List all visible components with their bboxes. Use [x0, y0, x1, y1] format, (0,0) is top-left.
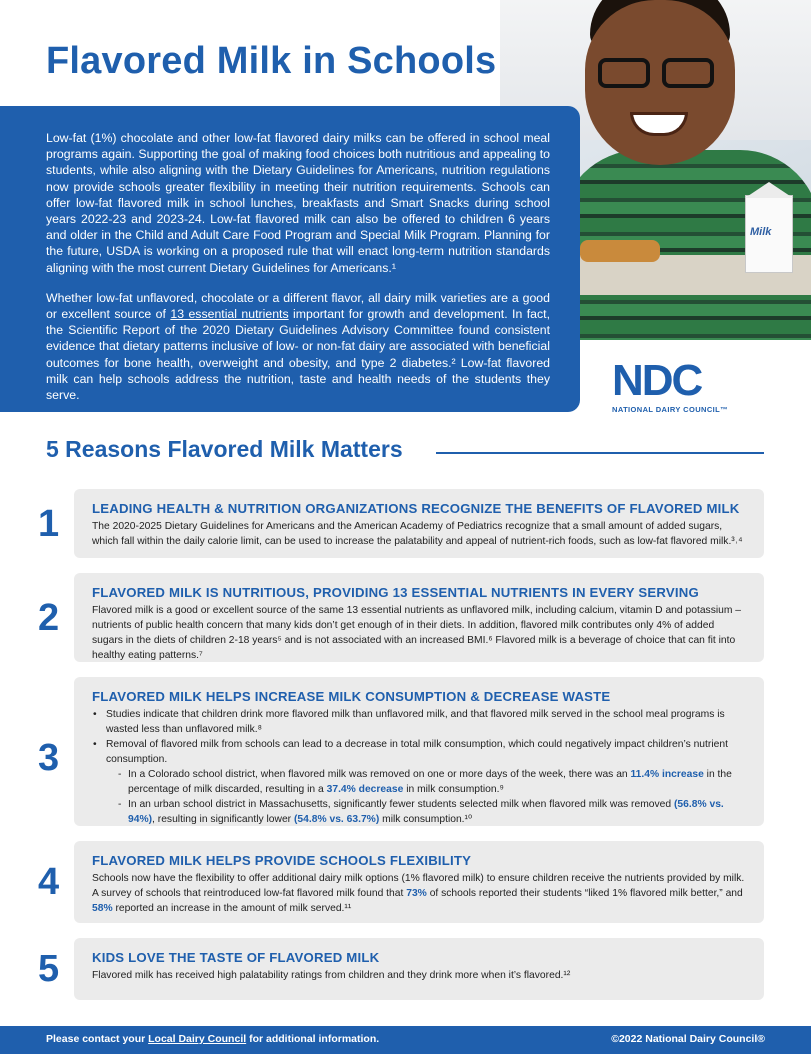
stat-highlight: 58% [92, 903, 113, 914]
reason-card-4 [38, 841, 764, 923]
reason-body: Flavored milk is a good or excellent source of the same 13 essential nutrients as unflavored milk, including calcium, vitamin D and potassium – nutrients of public health concern that many kids don’t get enough of in their diets. In addition, flavored milk contributes only 4% of added sugars in the diets of children 2-18 years⁵ and is not associated with an increased BMI.⁶ Flavored milk is a beverage of choice that can fit into healthy eating patterns.⁷ [92, 605, 742, 661]
footer-bar [0, 1026, 811, 1054]
reason-number: 3 [38, 737, 60, 779]
stat-highlight: (54.8% vs. 63.7%) [293, 814, 380, 825]
reason-body: Schools now have the flexibility to offer additional dairy milk options (1% flavored milk) to ensure children receive the nutrients provided by milk. A survey of schools that reintroduced low-fat flavored milk found that 73% of schools reported their students “liked 1% flavored milk better,” and 58% reported an increase in the amount of milk served.¹¹ [92, 873, 745, 914]
reason-heading: LEADING HEALTH & NUTRITION ORGANIZATIONS RECOGNIZE THE BENEFITS OF FLAVORED MILK [92, 501, 740, 516]
section-divider [436, 452, 764, 454]
reason-sub-bullet: - In a Colorado school district, when flavored milk was removed on one or more days of the week, there was an 11.4% increase in the percentage of milk discarded, resulting in a 37.4% decrease in milk consumption.⁹ [92, 767, 746, 797]
reason-heading: FLAVORED MILK HELPS INCREASE MILK CONSUMPTION & DECREASE WASTE [92, 689, 611, 704]
local-dairy-council-link[interactable]: Local Dairy Council [148, 1033, 247, 1045]
stat-highlight: 11.4% increase [630, 769, 704, 780]
reason-heading: FLAVORED MILK IS NUTRITIOUS, PROVIDING 13 ESSENTIAL NUTRIENTS IN EVERY SERVING [92, 585, 699, 600]
reason-card-2 [38, 573, 764, 662]
intro-panel [0, 106, 580, 412]
reason-bullet: • Removal of flavored milk from schools can lead to a decrease in total milk consumption, which could negatively impact children’s nutrient consumption. [92, 737, 746, 767]
reason-bullet: • Studies indicate that children drink more flavored milk than unflavored milk, and that flavored milk served in the school meal programs is wasted less than unflavored milk.⁸ [92, 707, 746, 737]
reason-body: The 2020-2025 Dietary Guidelines for Americans and the American Academy of Pediatrics recognize that a small amount of added sugars, which fall within the daily calorie limit, can be used to increase the palatability and appeal of nutrient-rich foods, such as low-fat flavored milk.³˒⁴ [92, 521, 743, 547]
stat-highlight: (56.8% vs. 94%) [128, 799, 724, 825]
reason-number: 1 [38, 503, 60, 545]
footer-copyright: ©2022 National Dairy Council® [611, 1033, 765, 1045]
section-title: 5 Reasons Flavored Milk Matters [46, 436, 403, 462]
reason-body: Flavored milk has received high palatability ratings from children and they drink more when it’s flavored.¹² [92, 970, 571, 981]
reason-bullet-list [92, 707, 746, 827]
essential-nutrients-link[interactable]: 13 essential nutrients [170, 307, 289, 322]
reason-heading: FLAVORED MILK HELPS PROVIDE SCHOOLS FLEXIBILITY [92, 853, 472, 868]
ndc-logo-mark: NDC [612, 356, 702, 405]
ndc-logo [612, 358, 742, 414]
footer-contact: Please contact your Local Dairy Council for additional information. [46, 1033, 380, 1045]
photo-milk-carton [745, 195, 793, 273]
reason-number: 2 [38, 597, 60, 639]
reason-card-1 [38, 489, 764, 558]
stat-highlight: 73% [406, 888, 427, 899]
reason-card-5 [38, 938, 764, 1000]
intro-paragraph-2: Whether low-fat unflavored, chocolate or a different flavor, all dairy milk varieties are a good or excellent source of 13 essential nutrients important for growth and development. In fact, the Scientific Report of the 2020 Dietary Guidelines Advisory Committee found consistent evidence that dietary patterns inclusive of low- or non-fat dairy are associated with beneficial outcomes for bone health, overweight and obesity, and type 2 diabetes.² Low-fat flavored milk can help schools address the nutrition, taste and health needs of the students they serve. [46, 290, 550, 403]
reason-heading: KIDS LOVE THE TASTE OF FLAVORED MILK [92, 950, 380, 965]
reason-number: 4 [38, 861, 60, 903]
reason-card-3 [38, 677, 764, 826]
intro-paragraph-1: Low-fat (1%) chocolate and other low-fat flavored dairy milks can be offered in school meal programs again. Supporting the goal of making food choices both nutritious and appealing to students, while also aligning with the Dietary Guidelines for Americans, nutrition regulations now provide schools greater flexibility in meeting their nutrition requirements. Schools can offer low-fat flavored milk in school lunches, breakfasts and Smart Snacks during school years 2022-23 and 2023-24. Low-fat flavored milk can also be offered to children 6 years and older in the Child and Adult Care Food Program and Special Milk Program. Planning for the future, USDA is working on a proposed rule that will enact long-term nutrition standards aligning with the most current Dietary Guidelines for Americans.¹ [46, 131, 550, 275]
photo-glasses [598, 58, 718, 88]
stat-highlight: 37.4% decrease [326, 784, 404, 795]
photo-food [580, 240, 660, 262]
reason-number: 5 [38, 948, 60, 990]
page-title: Flavored Milk in Schools [46, 40, 497, 82]
ndc-logo-name: NATIONAL DAIRY COUNCIL™ [612, 405, 729, 414]
reason-sub-bullet: - In an urban school district in Massachusetts, significantly fewer students selected milk when flavored milk was removed (56.8% vs. 94%), resulting in significantly lower (54.8% vs. 63.7%) milk consumption.¹⁰ [92, 797, 746, 827]
carton-label: Milk [750, 226, 772, 238]
